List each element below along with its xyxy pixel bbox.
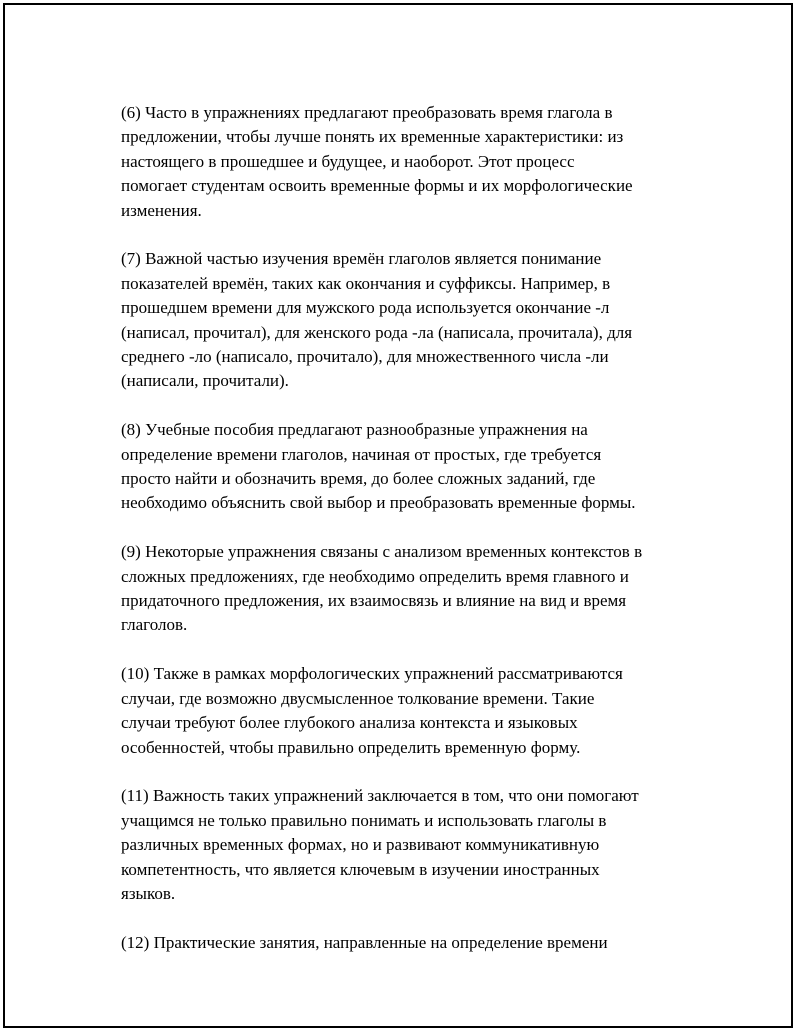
- text-line: (10) Также в рамках морфологических упражнений рассматриваются: [121, 664, 623, 684]
- paragraph-9: [121, 540, 701, 638]
- text-line: (написали, прочитали).: [121, 371, 289, 391]
- text-line: сложных предложениях, где необходимо определить время главного и: [121, 566, 629, 586]
- text-line: (9) Некоторые упражнения связаны с анализом временных контекстов в: [121, 542, 643, 562]
- text-line: компетентность, что является ключевым в изучении иностранных: [121, 859, 600, 879]
- paragraph-7: [121, 247, 701, 393]
- text-line: (8) Учебные пособия предлагают разнообразные упражнения на: [121, 420, 588, 440]
- text-line: случаи, где возможно двусмысленное толкование времени. Такие: [121, 688, 595, 708]
- text-line: определение времени глаголов, начиная от простых, где требуется: [121, 444, 602, 464]
- paragraph-8: [121, 418, 701, 516]
- text-line: (11) Важность таких упражнений заключается в том, что они помогают: [121, 786, 639, 806]
- text-line: показателей времён, таких как окончания и суффиксы. Например, в: [121, 273, 611, 293]
- text-line: изменения.: [121, 200, 202, 220]
- text-line: языков.: [121, 883, 176, 903]
- text-line: просто найти и обозначить время, до более сложных заданий, где: [121, 469, 596, 489]
- paragraph-11: [121, 784, 701, 906]
- document-page: [3, 3, 793, 1028]
- text-line: особенностей, чтобы правильно определить временную форму.: [121, 737, 581, 757]
- document-body: [121, 101, 701, 955]
- text-line: среднего -ло (написало, прочитало), для множественного числа -ли: [121, 347, 609, 367]
- text-line: придаточного предложения, их взаимосвязь и влияние на вид и время: [121, 591, 627, 611]
- text-line: настоящего в прошедшее и будущее, и наоборот. Этот процесс: [121, 151, 575, 171]
- paragraph-6: [121, 101, 701, 223]
- paragraph-10: [121, 662, 701, 760]
- paragraph-12: [121, 931, 701, 955]
- text-line: (7) Важной частью изучения времён глаголов является понимание: [121, 249, 602, 269]
- text-line: помогает студентам освоить временные формы и их морфологические: [121, 176, 633, 196]
- text-line: случаи требуют более глубокого анализа контекста и языковых: [121, 713, 578, 733]
- text-line: глаголов.: [121, 615, 188, 635]
- text-line: учащимся не только правильно понимать и использовать глаголы в: [121, 810, 607, 830]
- text-line: необходимо объяснить свой выбор и преобразовать временные формы.: [121, 493, 636, 513]
- text-line: различных временных формах, но и развивают коммуникативную: [121, 835, 600, 855]
- text-line: (6) Часто в упражнениях предлагают преобразовать время глагола в: [121, 103, 613, 122]
- text-line: (написал, прочитал), для женского рода -ла (написала, прочитала), для: [121, 322, 633, 342]
- text-line: предложении, чтобы лучше понять их временные характеристики: из: [121, 127, 624, 147]
- text-line: прошедшем времени для мужского рода используется окончание -л: [121, 298, 610, 318]
- text-line: (12) Практические занятия, направленные на определение времени: [121, 932, 608, 952]
